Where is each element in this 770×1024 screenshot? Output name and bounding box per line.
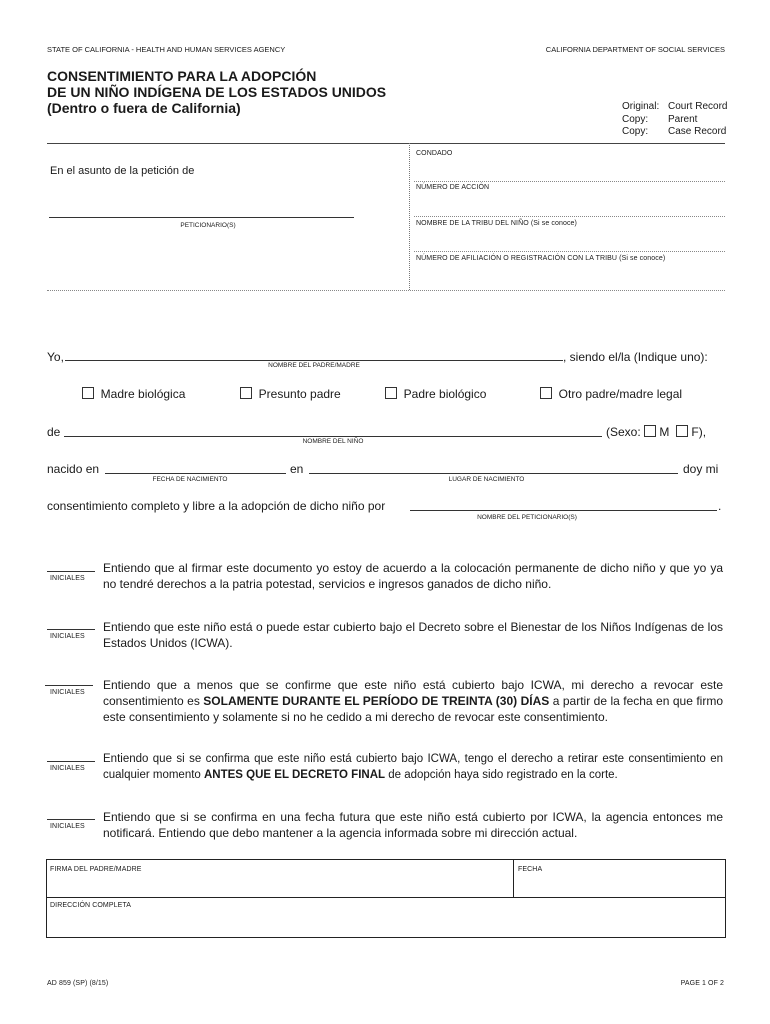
checkbox[interactable] bbox=[82, 387, 94, 399]
sex-f-checkbox[interactable] bbox=[676, 425, 688, 437]
action-number-field[interactable] bbox=[414, 216, 725, 217]
de-text: de bbox=[47, 425, 61, 439]
petitioner-label: PETICIONARIO(S) bbox=[180, 222, 236, 229]
paragraph-1: Entiendo que al firmar este documento yo estoy de acuerdo a la colocación permanente de dicho niño y que yo ya no tendré derechos a la patria potestad, servicios e ingresos ganados de dicho niño. bbox=[103, 561, 723, 591]
address-field[interactable] bbox=[47, 912, 723, 935]
form-id: AD 859 (SP) (8/15) bbox=[47, 980, 109, 987]
pob-label: LUGAR DE NACIMIENTO bbox=[448, 476, 525, 483]
period-text: . bbox=[718, 499, 722, 513]
date-label: FECHA bbox=[518, 866, 543, 873]
paragraph-2: Entiendo que este niño está o puede estar cubierto bajo el Decreto sobre el Bienestar de los Niños Indígenas de los Estados Unidos (ICWA). bbox=[103, 620, 723, 650]
signature-label: FIRMA DEL PADRE/MADRE bbox=[50, 866, 142, 873]
title-line-1: CONSENTIMIENTO PARA LA ADOPCIÓN bbox=[47, 68, 317, 84]
parent-name-label: NOMBRE DEL PADRE/MADRE bbox=[268, 362, 360, 369]
child-name-label: NOMBRE DEL NIÑO bbox=[302, 438, 364, 445]
signature-row-divider bbox=[46, 897, 725, 898]
paragraph-3: Entiendo que a menos que se confirme que este niño está cubierto bajo ICWA, mi derecho a revocar este consentimiento es SOLAMENTE DURANTE EL PERÍODO DE TREINTA (30) DÍAS a partir de la fecha en que firmo este consentimiento y solamente si no he cedido a mi derecho de revocar este consentimiento. bbox=[103, 678, 724, 724]
initials-label: INICIALES bbox=[50, 575, 85, 582]
sex-m-checkbox[interactable] bbox=[644, 425, 656, 437]
option-other-legal-parent[interactable]: Otro padre/madre legal bbox=[540, 386, 682, 402]
option-presumed-father[interactable]: Presunto padre bbox=[240, 386, 341, 402]
initials-field[interactable] bbox=[47, 629, 95, 630]
checkbox[interactable] bbox=[385, 387, 397, 399]
dob-field[interactable] bbox=[105, 473, 286, 474]
tribe-name-label: NOMBRE DE LA TRIBU DEL NIÑO (Si se conoce) bbox=[416, 220, 577, 227]
being-text: , siendo el/la (Indique uno): bbox=[563, 350, 708, 364]
caption-top-rule bbox=[47, 143, 725, 144]
signature-field[interactable] bbox=[47, 876, 512, 896]
paragraph-4: Entiendo que si se confirma que este niño está cubierto bajo ICWA, tengo el derecho a retirar este consentimiento en cualquier momento ANTES QUE EL DECRETO FINAL de adopción haya sido registrado en la corte. bbox=[103, 753, 723, 781]
title-line-2: DE UN NIÑO INDÍGENA DE LOS ESTADOS UNIDOS bbox=[47, 84, 387, 100]
page-number: PAGE 1 OF 2 bbox=[680, 980, 724, 987]
date-field[interactable] bbox=[515, 876, 723, 896]
initials-label: INICIALES bbox=[50, 765, 85, 772]
checkbox[interactable] bbox=[540, 387, 552, 399]
distribution-row: Copy: Parent bbox=[622, 113, 698, 125]
option-biological-mother[interactable]: Madre biológica bbox=[82, 386, 185, 402]
initials-field[interactable] bbox=[47, 571, 95, 572]
action-number-label: NÚMERO DE ACCIÓN bbox=[416, 184, 490, 191]
matter-label: En el asunto de la petición de bbox=[50, 165, 195, 177]
signature-col-divider bbox=[513, 859, 514, 897]
give-text: doy mi bbox=[683, 462, 719, 476]
distribution-row: Original: Court Record bbox=[622, 101, 728, 112]
form-title bbox=[47, 68, 386, 116]
petitioners-field[interactable] bbox=[410, 510, 717, 511]
affiliation-label: NÚMERO DE AFILIACIÓN O REGISTRACIÓN CON LA TRIBU (Si se conoce) bbox=[416, 255, 666, 262]
petitioners-label: NOMBRE DEL PETICIONARIO(S) bbox=[477, 514, 577, 521]
born-in-text: nacido en bbox=[47, 462, 100, 476]
address-label: DIRECCIÓN COMPLETA bbox=[50, 902, 132, 909]
petitioner-line[interactable] bbox=[49, 217, 354, 218]
child-name-field[interactable] bbox=[64, 436, 602, 437]
checkbox[interactable] bbox=[240, 387, 252, 399]
caption-bottom-rule bbox=[47, 290, 725, 291]
initials-field[interactable] bbox=[47, 761, 95, 762]
initials-field[interactable] bbox=[47, 819, 95, 820]
option-biological-father[interactable]: Padre biológico bbox=[385, 386, 486, 402]
distribution-list bbox=[622, 101, 727, 139]
initials-label: INICIALES bbox=[50, 823, 85, 830]
county-field[interactable] bbox=[414, 181, 725, 182]
en-text: en bbox=[290, 462, 304, 476]
initials-label: INICIALES bbox=[50, 689, 85, 696]
dob-label: FECHA DE NACIMIENTO bbox=[152, 476, 228, 483]
department-name: CALIFORNIA DEPARTMENT OF SOCIAL SERVICES bbox=[545, 45, 725, 54]
paragraph-5: Entiendo que si se confirma en una fecha futura que este niño está cubierto por ICWA, la agencia entonces me notificará. Entiendo que debo mantener a la agencia informada sobre mi dirección actual. bbox=[103, 810, 723, 840]
yo-text: Yo, bbox=[47, 350, 64, 364]
title-line-3: (Dentro o fuera de California) bbox=[47, 100, 241, 116]
distribution-row: Copy: Case Record bbox=[622, 126, 727, 137]
pob-field[interactable] bbox=[309, 473, 678, 474]
caption-divider bbox=[409, 143, 410, 290]
tribe-name-field[interactable] bbox=[414, 251, 725, 252]
county-label: CONDADO bbox=[416, 150, 453, 157]
parent-name-field[interactable] bbox=[65, 360, 563, 361]
sex-field: (Sexo: M F), bbox=[606, 425, 707, 439]
agency-name: STATE OF CALIFORNIA - HEALTH AND HUMAN SERVICES AGENCY bbox=[47, 45, 286, 54]
consent-text: consentimiento completo y libre a la adopción de dicho niño por bbox=[47, 499, 386, 513]
initials-label: INICIALES bbox=[50, 633, 85, 640]
initials-field[interactable] bbox=[45, 685, 93, 686]
